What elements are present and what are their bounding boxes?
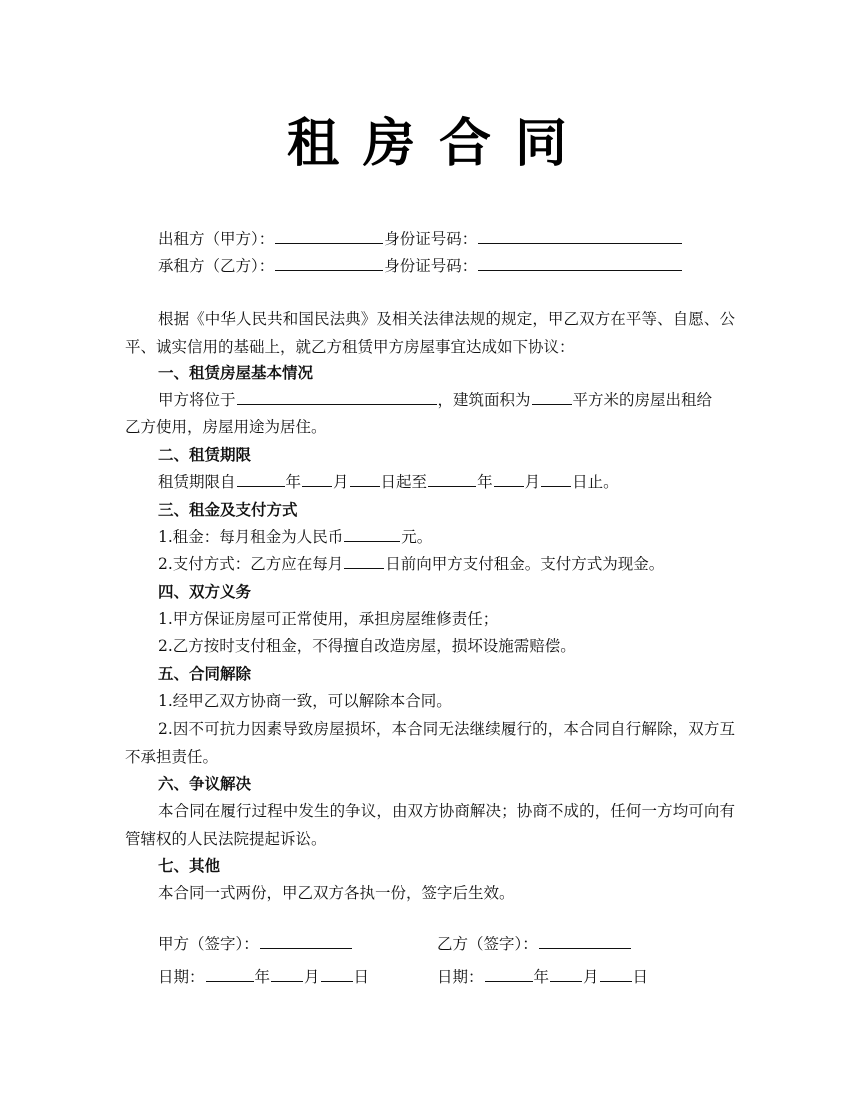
lessee-id-blank[interactable] [478,254,682,271]
party-b-month: 月 [583,968,599,986]
party-a-day-blank[interactable] [321,965,353,982]
section-1-line-2: 乙方使用，房屋用途为居住。 [125,418,327,436]
pay-text-a: 2.支付方式：乙方应在每月 [158,555,344,573]
s2-year-2: 年 [477,473,493,491]
section-7-heading: 七、其他 [158,857,221,875]
party-b-sign-label: 乙方（签字）： [437,935,538,953]
s2-to: 日止。 [572,473,619,491]
dispute-text: 本合同在履行过程中发生的争议，由双方协商解决；协商不成的，任何一方均可向有管辖权的人民法院提起诉讼。 [125,802,735,848]
section-2-heading: 二、租赁期限 [158,446,252,464]
end-year-blank[interactable] [428,470,476,487]
lessor-id-blank[interactable] [478,227,682,244]
duty-item-2: 2.乙方按时支付租金，不得擅自改造房屋，损坏设施需赔偿。 [158,637,576,655]
section-1-line-1 [125,387,768,414]
party-a-sign-label: 甲方（签字）： [158,935,259,953]
rent-amount-blank[interactable] [344,525,400,542]
s2-from: 日起至 [380,473,428,491]
area-blank[interactable] [532,388,572,405]
payment-line [125,551,768,578]
start-year-blank[interactable] [237,470,285,487]
page-title: 租房合同 [286,114,591,174]
party-b-signature [437,931,632,958]
section-4-heading: 四、双方义务 [158,583,252,601]
lessee-id-label: 身份证号码： [384,257,478,275]
end-month-blank[interactable] [494,470,524,487]
rent-text-b: 元。 [401,528,433,546]
s2-month-2: 月 [524,473,541,491]
party-a-year: 年 [254,968,271,986]
party-a-sign-blank[interactable] [260,932,352,949]
lessor-id-label: 身份证号码： [384,230,478,248]
lessee-line [125,253,768,280]
pay-text-b: 日前向甲方支付租金。支付方式为现金。 [385,555,665,573]
section-6-heading: 六、争议解决 [158,775,252,793]
lessee-label: 承租方（乙方）： [158,257,275,275]
party-a-month: 月 [304,968,320,986]
lessor-line [125,226,768,253]
party-b-day-blank[interactable] [600,965,632,982]
section-5-heading: 五、合同解除 [158,665,252,683]
party-a-date [158,964,369,991]
party-a-month-blank[interactable] [271,965,303,982]
party-b-date [437,964,648,991]
end-day-blank[interactable] [541,470,571,487]
termination-item-1: 1.经甲乙双方协商一致，可以解除本合同。 [158,692,452,710]
s2-year: 年 [285,473,302,491]
duty-item-1: 1.甲方保证房屋可正常使用，承担房屋维修责任； [158,610,499,628]
preamble: 根据《中华人民共和国民法典》及相关法律法规的规定，甲乙双方在平等、自愿、公平、诚实信用的基础上，就乙方租赁甲方房屋事宜达成如下协议： [125,310,735,356]
party-b-month-blank[interactable] [550,965,582,982]
start-day-blank[interactable] [350,470,380,487]
s1-text-b: ，建筑面积为 [437,391,531,409]
lessor-name-blank[interactable] [275,227,383,244]
s1-text-a: 甲方将位于 [158,391,236,409]
rent-text-a: 1.租金：每月租金为人民币 [158,528,344,546]
s2-text-a: 租赁期限自 [158,473,236,491]
rent-line [125,524,768,551]
party-b-sign-blank[interactable] [539,932,631,949]
s1-text-c: 平方米的房屋出租给 [572,391,713,409]
lessor-label: 出租方（甲方）： [158,230,275,248]
party-b-year: 年 [533,968,550,986]
s2-month: 月 [333,473,349,491]
party-b-year-blank[interactable] [485,965,533,982]
start-month-blank[interactable] [302,470,332,487]
pay-day-blank[interactable] [344,552,384,569]
party-a-day: 日 [353,968,370,986]
party-a-year-blank[interactable] [206,965,254,982]
party-a-date-label: 日期： [158,968,205,986]
party-b-day: 日 [632,968,649,986]
termination-item-2: 2.因不可抗力因素导致房屋损坏，本合同无法继续履行的，本合同自行解除，双方互不承担责任。 [125,720,735,766]
lessee-name-blank[interactable] [275,254,383,271]
party-b-date-label: 日期： [437,968,484,986]
other-text: 本合同一式两份，甲乙双方各执一份，签字后生效。 [158,884,515,902]
address-blank[interactable] [237,388,437,405]
party-a-signature [158,931,353,958]
section-1-heading: 一、租赁房屋基本情况 [158,364,314,382]
section-3-heading: 三、租金及支付方式 [158,501,298,519]
section-2-line [125,469,768,496]
